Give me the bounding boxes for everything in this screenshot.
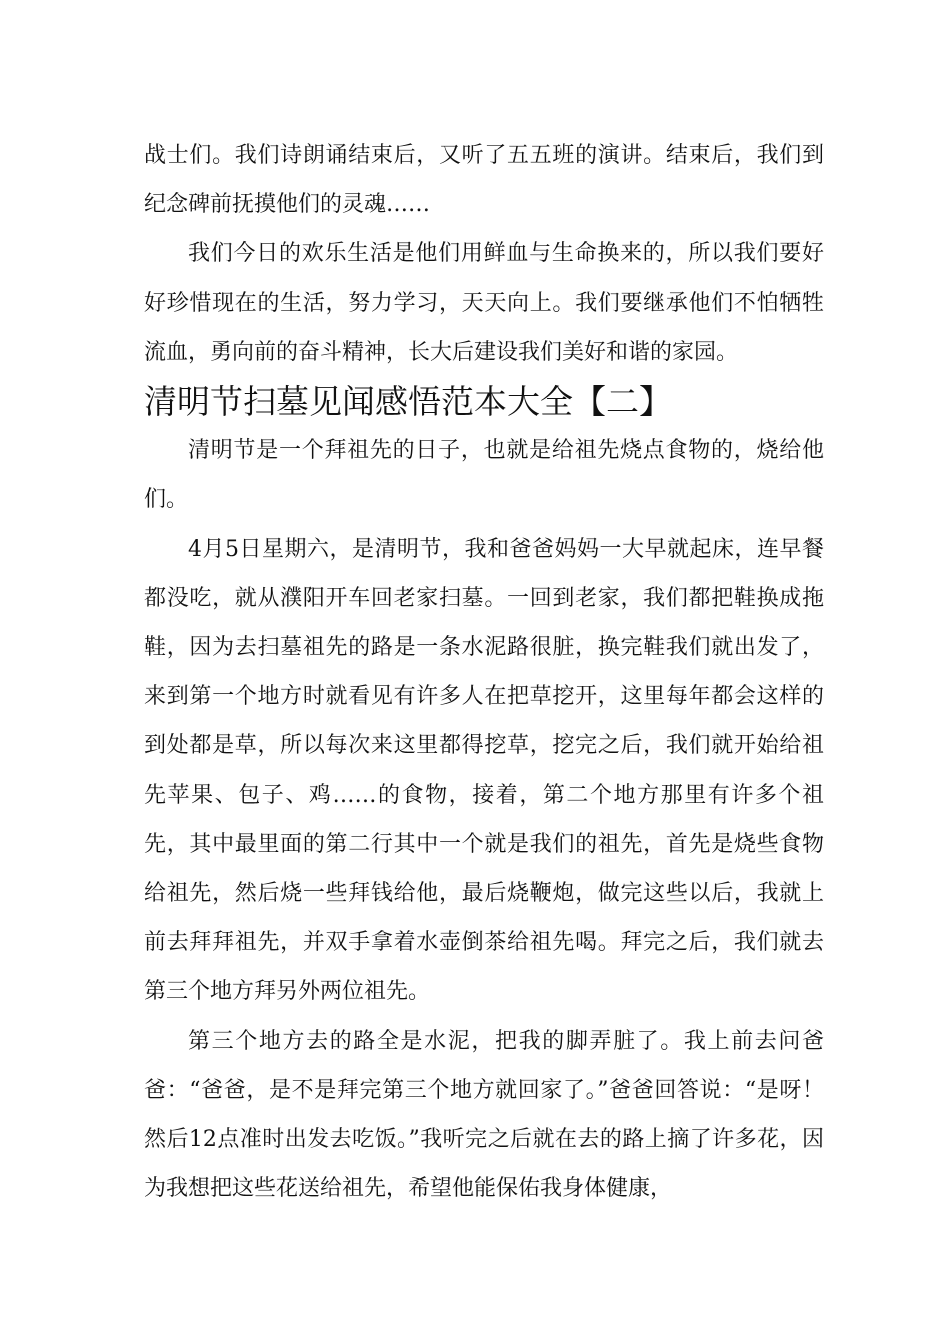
- paragraph-intro: 清明节是一个拜祖先的日子，也就是给祖先烧点食物的，烧给他们。: [144, 438, 824, 513]
- paragraph-continuation: 战士们。我们诗朗诵结束后，又听了五五班的演讲。结束后，我们到纪念碑前抚摸他们的灵魂……: [144, 143, 824, 218]
- paragraph-reflection: 我们今日的欢乐生活是他们用鲜血与生命换来的，所以我们要好好珍惜现在的生活，努力学习，天天向上。我们要继承他们不怕牺牲流血，勇向前的奋斗精神，长大后建设我们美好和谐的家园。: [144, 241, 824, 365]
- section-heading: 清明节扫墓见闻感悟范本大全【二】: [144, 382, 672, 422]
- paragraph-narrative: 4月5日星期六，是清明节，我和爸爸妈妈一大早就起床，连早餐都没吃，就从濮阳开车回老家扫墓。一回到老家，我们都把鞋换成拖鞋，因为去扫墓祖先的路是一条水泥路很脏，换完鞋我们就出发了，来到第一个地方时就看见有许多人在把草挖开，这里每年都会这样的到处都是草，所以每次来这里都得挖草，挖完之后，我们就开始给祖先苹果、包子、鸡……的食物，接着，第二个地方那里有许多个祖先，其中最里面的第二行其中一个就是我们的祖先，首先是烧些食物给祖先，然后烧一些拜钱给他，最后烧鞭炮，做完这些以后，我就上前去拜拜祖先，并双手拿着水壶倒茶给祖先喝。拜完之后，我们就去第三个地方拜另外两位祖先。: [144, 536, 824, 1005]
- document-body: [144, 131, 824, 1213]
- paragraph-third-place: 第三个地方去的路全是水泥，把我的脚弄脏了。我上前去问爸爸：“爸爸，是不是拜完第三个地方就回家了。”爸爸回答说：“是呀！然后12点准时出发去吃饭。”我听完之后就在去的路上摘了许多花，因为我想把这些花送给祖先，希望他能保佑我身体健康，: [144, 1028, 824, 1202]
